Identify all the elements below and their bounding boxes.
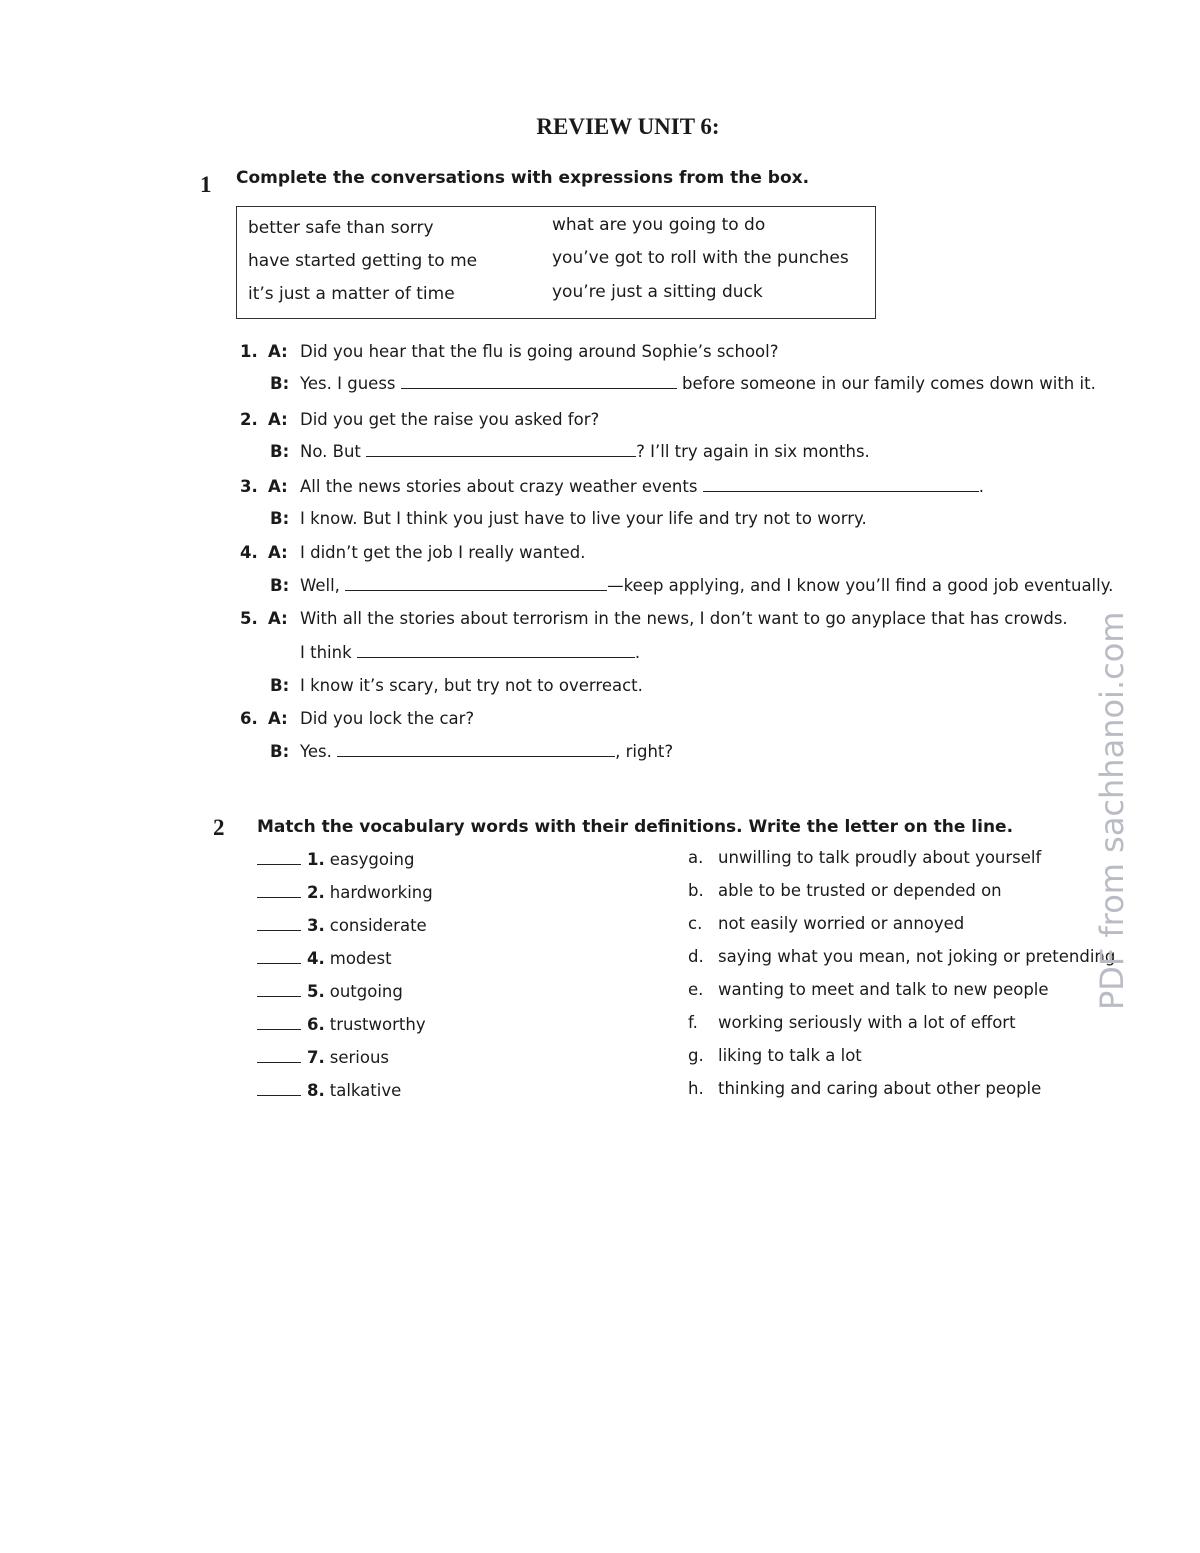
definition-h: h. thinking and caring about other people [688, 1079, 1042, 1098]
answer-blank[interactable] [257, 984, 301, 997]
vocab-word-5: 5. outgoing [257, 982, 403, 1001]
definition-f: f. working seriously with a lot of effort [688, 1013, 1016, 1032]
line-text: I think . [300, 643, 641, 662]
vocab-word-4: 4. modest [257, 949, 392, 968]
vocab-word-2: 2. hardworking [257, 883, 433, 902]
definition-a: a. unwilling to talk proudly about yourself [688, 848, 1042, 867]
section-1-instruction: Complete the conversations with expressions from the box. [236, 168, 810, 188]
line-text: With all the stories about terrorism in the news, I don’t want to go anyplace that has crowds. [300, 609, 1068, 628]
line-text: I know it’s scary, but try not to overreact. [300, 676, 643, 695]
answer-blank[interactable] [257, 1050, 301, 1063]
line-text: Did you get the raise you asked for? [300, 410, 600, 429]
line-text: Did you hear that the flu is going around Sophie’s school? [300, 342, 779, 361]
section-1-number: 1 [200, 172, 212, 197]
answer-blank[interactable] [257, 1017, 301, 1030]
expression-right-1: what are you going to do [552, 215, 766, 235]
answer-blank[interactable] [257, 951, 301, 964]
line-text: Yes. I guess before someone in our family comes down with it. [300, 374, 1096, 393]
speaker-a: A: [268, 609, 288, 628]
speaker-b: B: [270, 374, 290, 393]
item-number: 4. [240, 543, 258, 562]
item-number: 1. [240, 342, 258, 361]
item-number: 6. [240, 709, 258, 728]
item-number: 2. [240, 410, 258, 429]
answer-blank[interactable] [345, 576, 607, 591]
item-number: 5. [240, 609, 258, 628]
vocab-word-7: 7. serious [257, 1048, 389, 1067]
answer-blank[interactable] [257, 852, 301, 865]
line-text: I didn’t get the job I really wanted. [300, 543, 586, 562]
vocab-word-3: 3. considerate [257, 916, 427, 935]
line-text: I know. But I think you just have to live your life and try not to worry. [300, 509, 867, 528]
expression-right-3: you’re just a sitting duck [552, 282, 763, 302]
definition-c: c. not easily worried or annoyed [688, 914, 965, 933]
speaker-a: A: [268, 477, 288, 496]
speaker-b: B: [270, 576, 290, 595]
vocab-word-1: 1. easygoing [257, 850, 414, 869]
speaker-b: B: [270, 676, 290, 695]
answer-blank[interactable] [357, 643, 635, 658]
answer-blank[interactable] [401, 374, 677, 389]
line-text: All the news stories about crazy weather events . [300, 477, 984, 496]
expression-left-2: have started getting to me [248, 251, 478, 271]
speaker-b: B: [270, 742, 290, 761]
expression-left-1: better safe than sorry [248, 218, 434, 238]
speaker-a: A: [268, 410, 288, 429]
definition-g: g. liking to talk a lot [688, 1046, 862, 1065]
answer-blank[interactable] [257, 1083, 301, 1096]
definition-e: e. wanting to meet and talk to new people [688, 980, 1049, 999]
expression-left-3: it’s just a matter of time [248, 284, 455, 304]
vocab-word-6: 6. trustworthy [257, 1015, 426, 1034]
speaker-a: A: [268, 543, 288, 562]
definition-d: d. saying what you mean, not joking or pretending [688, 947, 1116, 966]
answer-blank[interactable] [257, 918, 301, 931]
line-text: Did you lock the car? [300, 709, 475, 728]
section-2-instruction: Match the vocabulary words with their definitions. Write the letter on the line. [257, 817, 1014, 837]
speaker-b: B: [270, 442, 290, 461]
section-2-number: 2 [213, 815, 225, 840]
speaker-a: A: [268, 709, 288, 728]
watermark: PDF from sachhanoi.com [1093, 611, 1131, 1010]
line-text: Yes. , right? [300, 742, 674, 761]
line-text: Well, —keep applying, and I know you’ll find a good job eventually. [300, 576, 1114, 595]
item-number: 3. [240, 477, 258, 496]
page-title: REVIEW UNIT 6: [536, 114, 720, 139]
answer-blank[interactable] [703, 477, 979, 492]
expression-right-2: you’ve got to roll with the punches [552, 248, 849, 268]
answer-blank[interactable] [257, 885, 301, 898]
line-text: No. But ? I’ll try again in six months. [300, 442, 870, 461]
answer-blank[interactable] [366, 442, 636, 457]
answer-blank[interactable] [337, 742, 615, 757]
vocab-word-8: 8. talkative [257, 1081, 401, 1100]
definition-b: b. able to be trusted or depended on [688, 881, 1002, 900]
speaker-b: B: [270, 509, 290, 528]
speaker-a: A: [268, 342, 288, 361]
